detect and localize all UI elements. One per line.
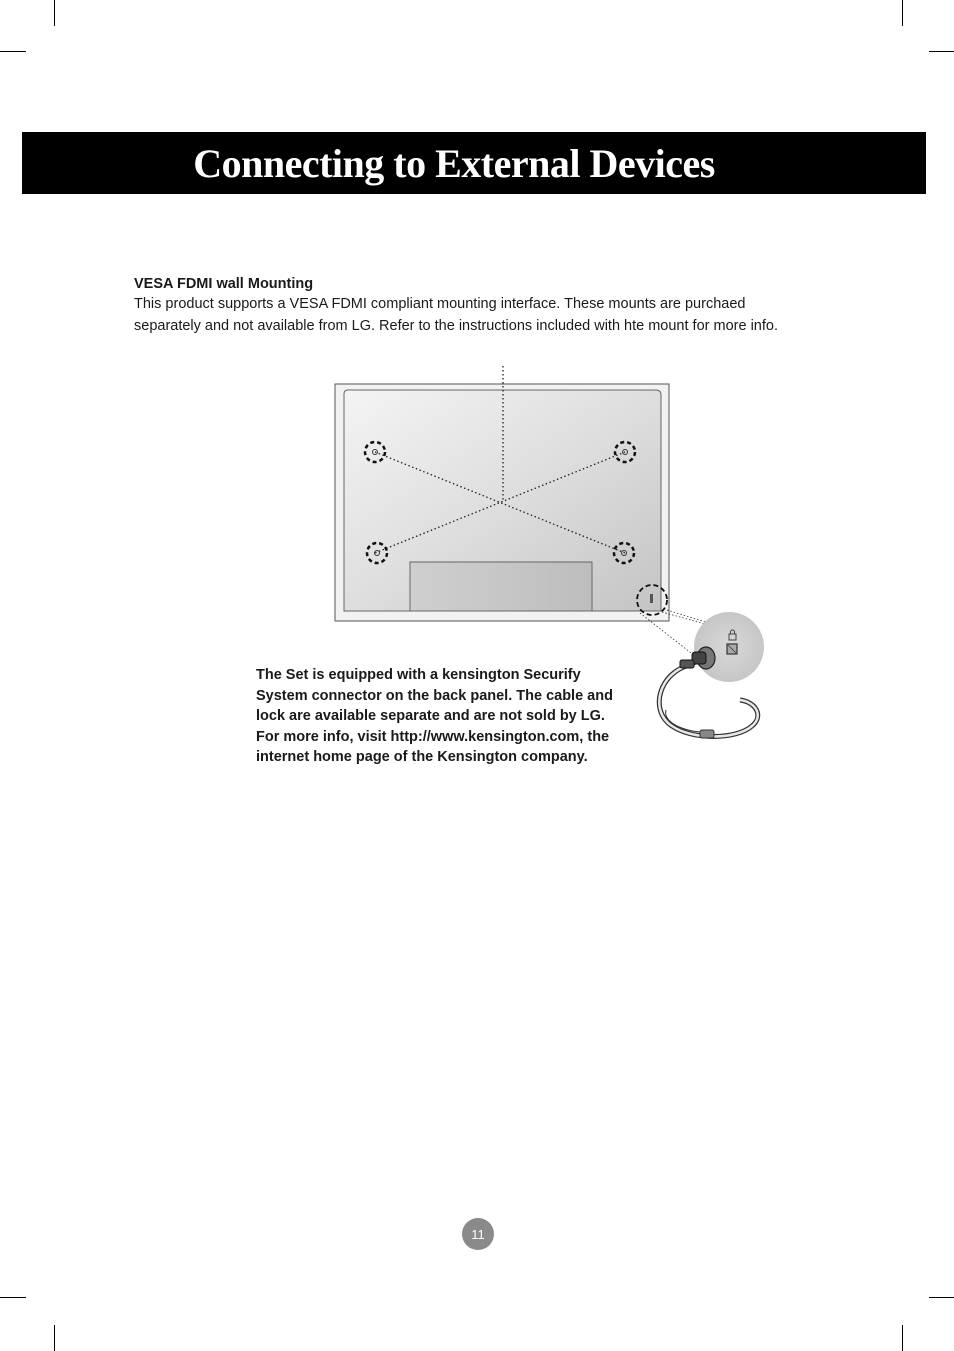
- kensington-description-line: lock are available separate and are not sold by LG.: [256, 708, 605, 725]
- page-title: Connecting to External Devices: [193, 140, 715, 186]
- crop-mark: [929, 1297, 954, 1298]
- page-number: 11: [471, 1226, 485, 1242]
- crop-mark: [54, 1325, 55, 1351]
- crop-mark: [0, 1297, 26, 1298]
- kensington-description: [256, 665, 646, 768]
- kensington-description-line: System connector on the back panel. The cable and: [256, 687, 613, 704]
- vesa-heading: VESA FDMI wall Mounting: [134, 276, 314, 292]
- kensington-description-line: For more info, visit http://www.kensington.com, the: [256, 728, 610, 745]
- vesa-description-line: separately and not available from LG. Refer to the instructions included with hte mount for more info.: [134, 317, 778, 334]
- crop-mark: [902, 1325, 903, 1351]
- magnify-connector-line: [640, 613, 700, 660]
- vesa-description-line: This product supports a VESA FDMI compliant mounting interface. These mounts are purchaed: [134, 296, 746, 312]
- kensington-description-line: internet home page of the Kensington company.: [256, 749, 588, 766]
- monitor-back-illustration: [335, 384, 669, 621]
- kensington-description-line: The Set is equipped with a kensington Securify: [256, 667, 581, 683]
- page-number-badge: [462, 1218, 494, 1250]
